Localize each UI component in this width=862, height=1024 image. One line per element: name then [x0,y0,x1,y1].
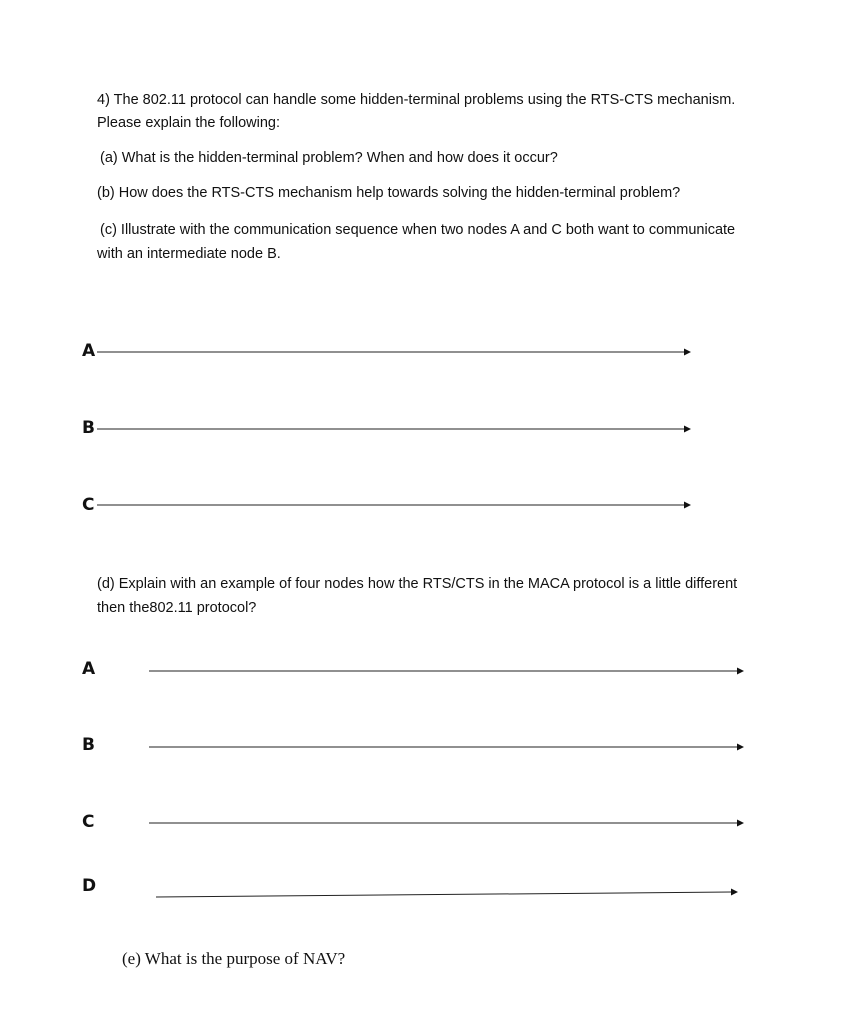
diagram-d-node-d-label: D [82,876,97,896]
timeline-d-a-arrow [149,668,744,675]
diagram-d-node-b-label: B [82,735,95,755]
timeline-d-c-arrow [149,820,744,827]
timeline-c-a-arrow [97,349,691,356]
timeline-d-d-arrow [156,889,738,898]
question-part-b: (b) How does the RTS-CTS mechanism help towards solving the hidden-terminal problem? [97,185,681,201]
question-part-c-line-1: (c) Illustrate with the communication sequence when two nodes A and C both want to communicate [100,222,736,238]
timeline-d-b-arrow [149,744,744,751]
question-part-a: (a) What is the hidden-terminal problem? When and how does it occur? [100,150,558,166]
question-part-c-line-2: with an intermediate node B. [97,246,281,262]
question-intro-line-2: Please explain the following: [97,115,280,131]
diagram-d-node-a-label: A [82,659,96,679]
diagram-c-node-c-label: C [82,495,95,515]
diagram-c-node-a-label: A [82,341,96,361]
question-part-d-line-2: then the802.11 protocol? [97,600,257,616]
question-intro-line-1: 4) The 802.11 protocol can handle some hidden-terminal problems using the RTS-CTS mechanism. [97,92,736,108]
timeline-c-b-arrow [97,426,691,433]
timeline-c-c-arrow [97,502,691,509]
question-part-d-line-1: (d) Explain with an example of four nodes how the RTS/CTS in the MACA protocol is a little different [97,576,738,592]
diagram-c-node-b-label: B [82,418,95,438]
question-part-e: (e) What is the purpose of NAV? [122,949,346,968]
diagram-d-node-c-label: C [82,812,95,832]
